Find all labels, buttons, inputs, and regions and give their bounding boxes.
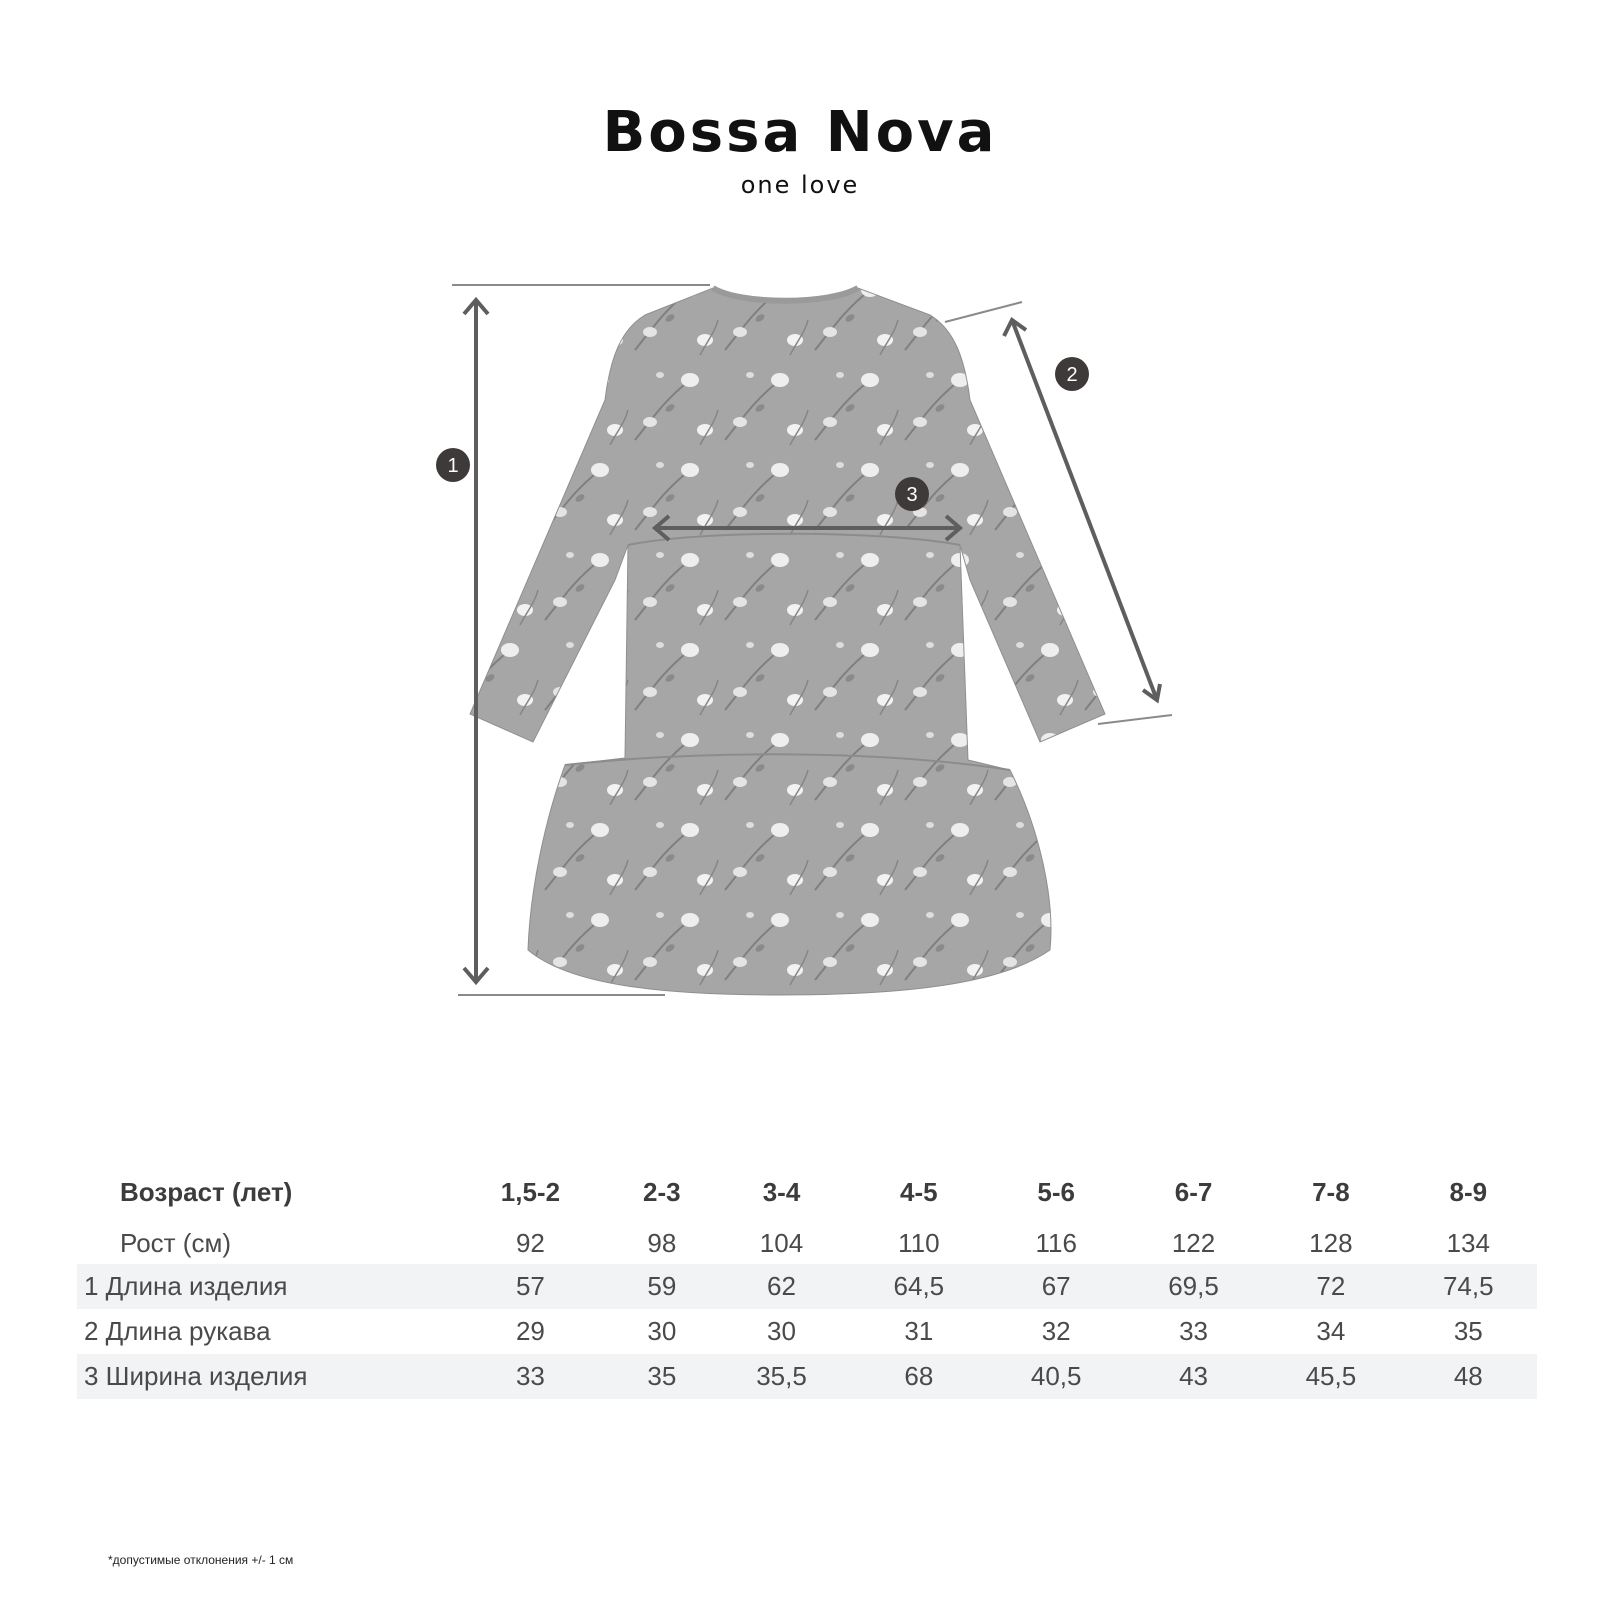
height-row — [77, 1222, 1537, 1264]
age-cell: 5-6 — [1037, 1176, 1075, 1207]
brand-name: Bossa Nova — [602, 100, 998, 165]
width-cell: 48 — [1400, 1354, 1537, 1399]
sleeve-cell: 29 — [515, 1316, 545, 1346]
age-cell: 1,5-2 — [500, 1176, 561, 1207]
svg-text:3: 3 — [906, 484, 918, 506]
dress-illustration — [470, 288, 1105, 995]
length-row — [77, 1264, 1537, 1309]
height-cell: 110 — [898, 1227, 940, 1258]
height-cell: 92 — [515, 1227, 545, 1258]
sleeve-cell: 34 — [1316, 1316, 1346, 1346]
length-cell: 67 — [988, 1264, 1125, 1309]
brand-tagline: one love — [740, 171, 860, 199]
width-cell: 68 — [850, 1354, 987, 1399]
age-cell: 7-8 — [1312, 1176, 1350, 1207]
sleeve-row — [77, 1309, 1537, 1354]
length-cell: 72 — [1262, 1264, 1399, 1309]
length-cell: 69,5 — [1125, 1264, 1262, 1309]
width-cell: 40,5 — [988, 1354, 1125, 1399]
age-cell: 6-7 — [1174, 1176, 1213, 1207]
height-cell: 104 — [759, 1227, 804, 1258]
age-cell: 2-3 — [643, 1176, 681, 1207]
age-cell: 3-4 — [762, 1176, 801, 1207]
marker-2 — [1055, 357, 1089, 391]
tolerance-footnote: *допустимые отклонения +/- 1 см — [108, 1553, 294, 1567]
length-cell: 74,5 — [1400, 1264, 1537, 1309]
length-cell: 59 — [611, 1264, 713, 1309]
length-cell: 57 — [450, 1264, 611, 1309]
height-cell: 128 — [1309, 1227, 1353, 1258]
sleeve-cell: 30 — [647, 1316, 677, 1346]
height-cell: 122 — [1171, 1227, 1216, 1258]
height-cell: 116 — [1035, 1227, 1077, 1258]
width-cell: 45,5 — [1262, 1354, 1399, 1399]
width-cell: 35,5 — [713, 1354, 850, 1399]
age-header-label: Возраст (лет) — [120, 1176, 293, 1207]
marker-1 — [436, 448, 470, 482]
svg-text:2: 2 — [1066, 364, 1078, 386]
height-cell: 134 — [1446, 1227, 1490, 1258]
width-row — [77, 1354, 1537, 1399]
size-table — [77, 1162, 1537, 1399]
marker-3 — [895, 477, 929, 511]
height-cell: 98 — [647, 1227, 677, 1258]
length-label: 1 Длина изделия — [77, 1264, 450, 1309]
sleeve-cell: 35 — [1453, 1316, 1483, 1346]
sleeve-cell: 30 — [767, 1316, 796, 1346]
width-cell: 35 — [611, 1354, 713, 1399]
sleeve-cell: 31 — [904, 1316, 934, 1346]
sleeve-cell: 32 — [1041, 1316, 1071, 1346]
width-cell: 43 — [1125, 1354, 1262, 1399]
age-cell: 4-5 — [900, 1176, 938, 1207]
svg-text:1: 1 — [447, 455, 459, 477]
length-cell: 64,5 — [850, 1264, 987, 1309]
age-header-row — [77, 1162, 1537, 1222]
length-cell: 62 — [713, 1264, 850, 1309]
height-label: Рост (см) — [120, 1227, 231, 1258]
width-label: 3 Ширина изделия — [77, 1354, 450, 1399]
age-cell: 8-9 — [1449, 1176, 1488, 1207]
sleeve-label: 2 Длина рукава — [84, 1316, 271, 1346]
width-cell: 33 — [450, 1354, 611, 1399]
sleeve-cell: 33 — [1179, 1316, 1208, 1346]
